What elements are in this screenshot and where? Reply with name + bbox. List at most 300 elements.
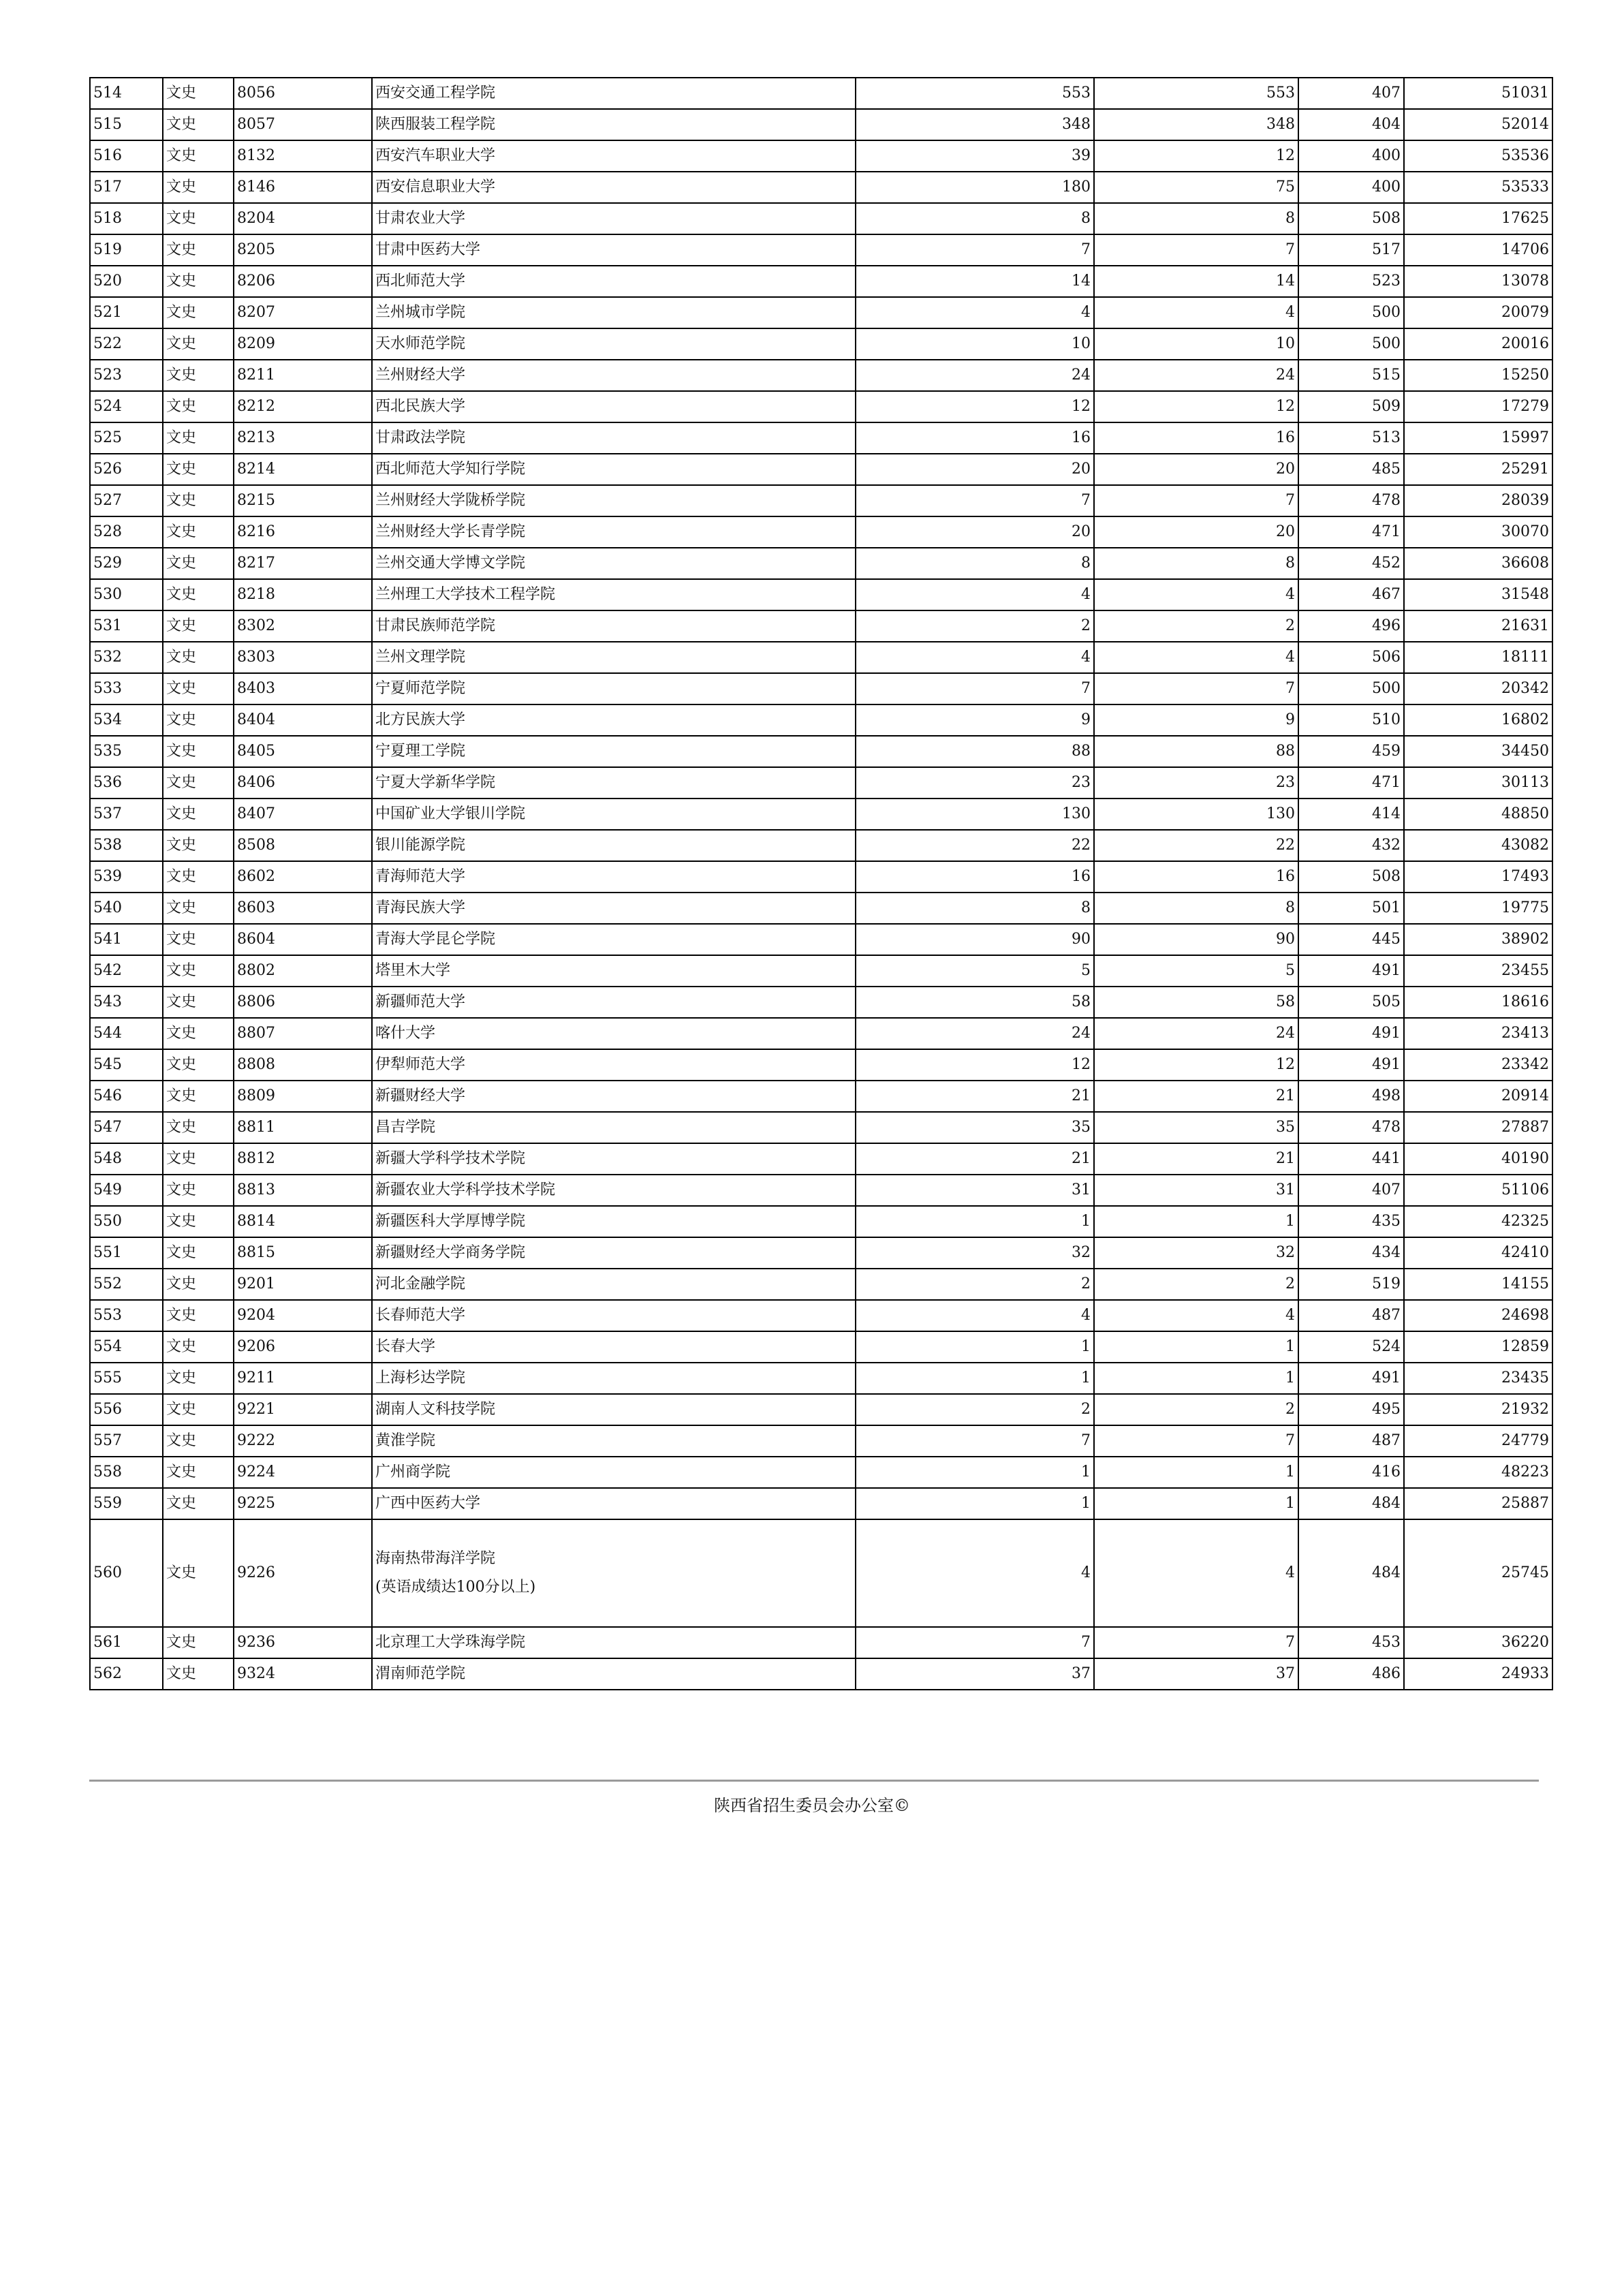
min-score-cell: 467	[1298, 579, 1404, 610]
table-row	[90, 516, 1552, 548]
admitted-count-cell: 1	[1094, 1457, 1298, 1488]
subject-category-cell: 文史	[163, 422, 234, 454]
subject-category-cell: 文史	[163, 360, 234, 391]
row-number-cell: 562	[90, 1658, 163, 1690]
row-number-cell: 514	[90, 78, 163, 109]
subject-category-cell: 文史	[163, 1143, 234, 1175]
min-rank-cell: 31548	[1404, 579, 1552, 610]
school-code-cell: 8807	[234, 1018, 372, 1049]
school-code-cell: 8215	[234, 485, 372, 516]
min-score-cell: 478	[1298, 1112, 1404, 1143]
plan-count-cell: 7	[856, 1627, 1094, 1658]
subject-category-cell: 文史	[163, 704, 234, 736]
plan-count-cell: 20	[856, 454, 1094, 485]
row-number-cell: 543	[90, 987, 163, 1018]
school-code-cell: 8603	[234, 893, 372, 924]
admitted-count-cell: 8	[1094, 203, 1298, 234]
school-name-cell: 新疆财经大学	[372, 1081, 856, 1112]
table-row	[90, 78, 1552, 109]
admitted-count-cell: 35	[1094, 1112, 1298, 1143]
admitted-count-cell: 7	[1094, 673, 1298, 704]
school-code-cell: 9204	[234, 1300, 372, 1331]
table-row	[90, 1519, 1552, 1627]
school-name-cell: 黄淮学院	[372, 1425, 856, 1457]
min-score-cell: 513	[1298, 422, 1404, 454]
subject-category-cell: 文史	[163, 266, 234, 297]
table-row	[90, 955, 1552, 987]
row-number-cell: 556	[90, 1394, 163, 1425]
row-number-cell: 558	[90, 1457, 163, 1488]
table-row	[90, 1112, 1552, 1143]
table-row	[90, 1363, 1552, 1394]
plan-count-cell: 23	[856, 767, 1094, 799]
school-code-cell: 8146	[234, 172, 372, 203]
subject-category-cell: 文史	[163, 1488, 234, 1519]
admitted-count-cell: 4	[1094, 579, 1298, 610]
table-row	[90, 861, 1552, 893]
school-code-cell: 8218	[234, 579, 372, 610]
row-number-cell: 537	[90, 799, 163, 830]
subject-category-cell: 文史	[163, 1175, 234, 1206]
plan-count-cell: 130	[856, 799, 1094, 830]
footer-copyright: 陕西省招生委员会办公室©	[714, 1796, 910, 1815]
min-score-cell: 508	[1298, 861, 1404, 893]
min-rank-cell: 18111	[1404, 642, 1552, 673]
plan-count-cell: 7	[856, 673, 1094, 704]
school-code-cell: 8404	[234, 704, 372, 736]
school-code-cell: 8206	[234, 266, 372, 297]
admitted-count-cell: 24	[1094, 360, 1298, 391]
row-number-cell: 557	[90, 1425, 163, 1457]
table-row	[90, 893, 1552, 924]
subject-category-cell: 文史	[163, 297, 234, 328]
admitted-count-cell: 553	[1094, 78, 1298, 109]
min-score-cell: 404	[1298, 109, 1404, 140]
min-rank-cell: 18616	[1404, 987, 1552, 1018]
admitted-count-cell: 20	[1094, 454, 1298, 485]
school-code-cell: 9236	[234, 1627, 372, 1658]
admitted-count-cell: 75	[1094, 172, 1298, 203]
subject-category-cell: 文史	[163, 767, 234, 799]
min-score-cell: 495	[1298, 1394, 1404, 1425]
school-name-cell: 兰州城市学院	[372, 297, 856, 328]
row-number-cell: 521	[90, 297, 163, 328]
school-name-cell: 长春师范大学	[372, 1300, 856, 1331]
min-rank-cell: 17279	[1404, 391, 1552, 422]
min-score-cell: 453	[1298, 1627, 1404, 1658]
plan-count-cell: 16	[856, 422, 1094, 454]
school-name-cell: 广州商学院	[372, 1457, 856, 1488]
min-rank-cell: 25291	[1404, 454, 1552, 485]
min-rank-cell: 53533	[1404, 172, 1552, 203]
school-code-cell: 8604	[234, 924, 372, 955]
plan-count-cell: 4	[856, 297, 1094, 328]
row-number-cell: 540	[90, 893, 163, 924]
school-name-cell: 兰州交通大学博文学院	[372, 548, 856, 579]
table-row	[90, 391, 1552, 422]
row-number-cell: 534	[90, 704, 163, 736]
min-rank-cell: 24698	[1404, 1300, 1552, 1331]
school-code-cell: 9221	[234, 1394, 372, 1425]
row-number-cell: 515	[90, 109, 163, 140]
school-name-cell: 渭南师范学院	[372, 1658, 856, 1690]
school-name-cell: 青海师范大学	[372, 861, 856, 893]
subject-category-cell: 文史	[163, 1331, 234, 1363]
school-name-cell: 陕西服装工程学院	[372, 109, 856, 140]
school-name-cell: 长春大学	[372, 1331, 856, 1363]
table-row	[90, 328, 1552, 360]
row-number-cell: 552	[90, 1269, 163, 1300]
school-name-cell: 兰州文理学院	[372, 642, 856, 673]
school-name-cell: 喀什大学	[372, 1018, 856, 1049]
school-code-cell: 8214	[234, 454, 372, 485]
min-rank-cell: 17493	[1404, 861, 1552, 893]
min-rank-cell: 43082	[1404, 830, 1552, 861]
row-number-cell: 517	[90, 172, 163, 203]
subject-category-cell: 文史	[163, 454, 234, 485]
row-number-cell: 530	[90, 579, 163, 610]
school-code-cell: 9226	[234, 1519, 372, 1627]
table-row	[90, 987, 1552, 1018]
school-code-cell: 8302	[234, 610, 372, 642]
school-code-cell: 8303	[234, 642, 372, 673]
subject-category-cell: 文史	[163, 548, 234, 579]
table-row	[90, 1081, 1552, 1112]
min-score-cell: 487	[1298, 1425, 1404, 1457]
admitted-count-cell: 4	[1094, 642, 1298, 673]
min-rank-cell: 28039	[1404, 485, 1552, 516]
min-score-cell: 523	[1298, 266, 1404, 297]
min-rank-cell: 27887	[1404, 1112, 1552, 1143]
school-name-cell	[372, 1519, 856, 1627]
school-name-cell: 西北民族大学	[372, 391, 856, 422]
subject-category-cell: 文史	[163, 109, 234, 140]
school-code-cell: 8815	[234, 1237, 372, 1269]
table-row	[90, 1300, 1552, 1331]
table-row	[90, 1269, 1552, 1300]
row-number-cell: 525	[90, 422, 163, 454]
min-score-cell: 435	[1298, 1206, 1404, 1237]
school-name-cell: 新疆师范大学	[372, 987, 856, 1018]
plan-count-cell: 12	[856, 391, 1094, 422]
subject-category-cell: 文史	[163, 893, 234, 924]
admitted-count-cell: 4	[1094, 1519, 1298, 1627]
row-number-cell: 554	[90, 1331, 163, 1363]
subject-category-cell: 文史	[163, 579, 234, 610]
min-score-cell: 471	[1298, 516, 1404, 548]
subject-category-cell: 文史	[163, 78, 234, 109]
school-name-cell: 上海杉达学院	[372, 1363, 856, 1394]
school-code-cell: 8406	[234, 767, 372, 799]
plan-count-cell: 2	[856, 1269, 1094, 1300]
plan-count-cell: 16	[856, 861, 1094, 893]
subject-category-cell: 文史	[163, 1394, 234, 1425]
row-number-cell: 523	[90, 360, 163, 391]
row-number-cell: 516	[90, 140, 163, 172]
min-score-cell: 501	[1298, 893, 1404, 924]
plan-count-cell: 553	[856, 78, 1094, 109]
admission-table	[89, 77, 1553, 1690]
row-number-cell: 526	[90, 454, 163, 485]
subject-category-cell: 文史	[163, 172, 234, 203]
row-number-cell: 546	[90, 1081, 163, 1112]
min-rank-cell: 20016	[1404, 328, 1552, 360]
school-code-cell: 8813	[234, 1175, 372, 1206]
admitted-count-cell: 9	[1094, 704, 1298, 736]
admitted-count-cell: 7	[1094, 485, 1298, 516]
admitted-count-cell: 2	[1094, 1394, 1298, 1425]
admitted-count-cell: 2	[1094, 1269, 1298, 1300]
table-row	[90, 360, 1552, 391]
school-name-cell: 湖南人文科技学院	[372, 1394, 856, 1425]
school-code-cell: 8602	[234, 861, 372, 893]
admitted-count-cell: 16	[1094, 861, 1298, 893]
subject-category-cell: 文史	[163, 140, 234, 172]
table-row	[90, 704, 1552, 736]
min-rank-cell: 23342	[1404, 1049, 1552, 1081]
school-code-cell: 9222	[234, 1425, 372, 1457]
admitted-count-cell: 8	[1094, 548, 1298, 579]
subject-category-cell: 文史	[163, 1081, 234, 1112]
plan-count-cell: 8	[856, 203, 1094, 234]
row-number-cell: 545	[90, 1049, 163, 1081]
school-code-cell: 8802	[234, 955, 372, 987]
min-score-cell: 505	[1298, 987, 1404, 1018]
plan-count-cell: 24	[856, 1018, 1094, 1049]
subject-category-cell: 文史	[163, 1519, 234, 1627]
row-number-cell: 539	[90, 861, 163, 893]
min-rank-cell: 13078	[1404, 266, 1552, 297]
table-row	[90, 673, 1552, 704]
subject-category-cell: 文史	[163, 987, 234, 1018]
table-row	[90, 1018, 1552, 1049]
table-row	[90, 422, 1552, 454]
admission-table-container	[89, 77, 1552, 1690]
table-row	[90, 485, 1552, 516]
plan-count-cell: 31	[856, 1175, 1094, 1206]
school-name-cell: 北方民族大学	[372, 704, 856, 736]
table-row	[90, 297, 1552, 328]
min-score-cell: 486	[1298, 1658, 1404, 1690]
plan-count-cell: 88	[856, 736, 1094, 767]
table-row	[90, 234, 1552, 266]
admitted-count-cell: 21	[1094, 1143, 1298, 1175]
school-name-cell: 西北师范大学知行学院	[372, 454, 856, 485]
subject-category-cell: 文史	[163, 830, 234, 861]
admitted-count-cell: 10	[1094, 328, 1298, 360]
school-name-cell: 北京理工大学珠海学院	[372, 1627, 856, 1658]
subject-category-cell: 文史	[163, 1300, 234, 1331]
admitted-count-cell: 7	[1094, 1627, 1298, 1658]
table-row	[90, 642, 1552, 673]
school-name-cell: 西安信息职业大学	[372, 172, 856, 203]
school-name-cell: 兰州理工大学技术工程学院	[372, 579, 856, 610]
plan-count-cell: 1	[856, 1457, 1094, 1488]
row-number-cell: 536	[90, 767, 163, 799]
min-rank-cell: 21631	[1404, 610, 1552, 642]
school-code-cell: 9225	[234, 1488, 372, 1519]
plan-count-cell: 7	[856, 485, 1094, 516]
admitted-count-cell: 348	[1094, 109, 1298, 140]
min-rank-cell: 34450	[1404, 736, 1552, 767]
school-code-cell: 8204	[234, 203, 372, 234]
row-number-cell: 531	[90, 610, 163, 642]
min-score-cell: 416	[1298, 1457, 1404, 1488]
plan-count-cell: 14	[856, 266, 1094, 297]
school-name-cell: 甘肃政法学院	[372, 422, 856, 454]
min-score-cell: 509	[1298, 391, 1404, 422]
subject-category-cell: 文史	[163, 328, 234, 360]
subject-category-cell: 文史	[163, 1627, 234, 1658]
plan-count-cell: 180	[856, 172, 1094, 203]
subject-category-cell: 文史	[163, 234, 234, 266]
school-code-cell: 8403	[234, 673, 372, 704]
min-rank-cell: 36608	[1404, 548, 1552, 579]
school-name-cell: 天水师范学院	[372, 328, 856, 360]
subject-category-cell: 文史	[163, 1425, 234, 1457]
row-number-cell: 535	[90, 736, 163, 767]
min-rank-cell: 24779	[1404, 1425, 1552, 1457]
table-row	[90, 548, 1552, 579]
admitted-count-cell: 58	[1094, 987, 1298, 1018]
min-score-cell: 510	[1298, 704, 1404, 736]
table-row	[90, 767, 1552, 799]
plan-count-cell: 20	[856, 516, 1094, 548]
min-rank-cell: 23435	[1404, 1363, 1552, 1394]
min-score-cell: 491	[1298, 1363, 1404, 1394]
school-name-cell: 新疆农业大学科学技术学院	[372, 1175, 856, 1206]
table-row	[90, 799, 1552, 830]
school-code-cell: 8809	[234, 1081, 372, 1112]
subject-category-cell: 文史	[163, 1237, 234, 1269]
plan-count-cell: 24	[856, 360, 1094, 391]
min-rank-cell: 53536	[1404, 140, 1552, 172]
min-score-cell: 445	[1298, 924, 1404, 955]
admitted-count-cell: 31	[1094, 1175, 1298, 1206]
table-row	[90, 1049, 1552, 1081]
min-score-cell: 452	[1298, 548, 1404, 579]
school-name-cell: 甘肃农业大学	[372, 203, 856, 234]
subject-category-cell: 文史	[163, 924, 234, 955]
min-score-cell: 500	[1298, 673, 1404, 704]
subject-category-cell: 文史	[163, 1049, 234, 1081]
subject-category-cell: 文史	[163, 1269, 234, 1300]
row-number-cell: 533	[90, 673, 163, 704]
min-score-cell: 485	[1298, 454, 1404, 485]
row-number-cell: 529	[90, 548, 163, 579]
admitted-count-cell: 20	[1094, 516, 1298, 548]
school-code-cell: 9206	[234, 1331, 372, 1363]
plan-count-cell: 7	[856, 234, 1094, 266]
min-rank-cell: 36220	[1404, 1627, 1552, 1658]
min-score-cell: 441	[1298, 1143, 1404, 1175]
admitted-count-cell: 1	[1094, 1363, 1298, 1394]
table-row	[90, 1237, 1552, 1269]
table-row	[90, 203, 1552, 234]
table-row	[90, 1394, 1552, 1425]
school-name-cell: 西北师范大学	[372, 266, 856, 297]
row-number-cell: 559	[90, 1488, 163, 1519]
min-rank-cell: 48850	[1404, 799, 1552, 830]
school-name-cell: 伊犁师范大学	[372, 1049, 856, 1081]
school-name-cell: 兰州财经大学陇桥学院	[372, 485, 856, 516]
admitted-count-cell: 22	[1094, 830, 1298, 861]
admitted-count-cell: 12	[1094, 140, 1298, 172]
table-row	[90, 140, 1552, 172]
min-score-cell: 471	[1298, 767, 1404, 799]
row-number-cell: 527	[90, 485, 163, 516]
plan-count-cell: 4	[856, 1300, 1094, 1331]
subject-category-cell: 文史	[163, 1018, 234, 1049]
min-score-cell: 500	[1298, 297, 1404, 328]
row-number-cell: 553	[90, 1300, 163, 1331]
row-number-cell: 561	[90, 1627, 163, 1658]
admitted-count-cell: 88	[1094, 736, 1298, 767]
min-rank-cell: 42325	[1404, 1206, 1552, 1237]
school-code-cell: 8213	[234, 422, 372, 454]
school-code-cell: 8207	[234, 297, 372, 328]
min-score-cell: 496	[1298, 610, 1404, 642]
table-row	[90, 1143, 1552, 1175]
admitted-count-cell: 14	[1094, 266, 1298, 297]
subject-category-cell: 文史	[163, 955, 234, 987]
subject-category-cell: 文史	[163, 1363, 234, 1394]
school-name-cell: 银川能源学院	[372, 830, 856, 861]
table-row	[90, 579, 1552, 610]
admitted-count-cell: 4	[1094, 297, 1298, 328]
min-score-cell: 491	[1298, 1018, 1404, 1049]
min-score-cell: 484	[1298, 1519, 1404, 1627]
school-code-cell: 8132	[234, 140, 372, 172]
min-rank-cell: 51031	[1404, 78, 1552, 109]
min-rank-cell: 23413	[1404, 1018, 1552, 1049]
school-name-cell: 西安交通工程学院	[372, 78, 856, 109]
subject-category-cell: 文史	[163, 642, 234, 673]
admitted-count-cell: 130	[1094, 799, 1298, 830]
min-rank-cell: 15250	[1404, 360, 1552, 391]
min-rank-cell: 25887	[1404, 1488, 1552, 1519]
table-row	[90, 1175, 1552, 1206]
plan-count-cell: 1	[856, 1363, 1094, 1394]
plan-count-cell: 9	[856, 704, 1094, 736]
admitted-count-cell: 21	[1094, 1081, 1298, 1112]
admitted-count-cell: 1	[1094, 1331, 1298, 1363]
table-row	[90, 1627, 1552, 1658]
table-row	[90, 266, 1552, 297]
admitted-count-cell: 8	[1094, 893, 1298, 924]
min-rank-cell: 15997	[1404, 422, 1552, 454]
school-code-cell: 9224	[234, 1457, 372, 1488]
plan-count-cell: 21	[856, 1143, 1094, 1175]
min-score-cell: 484	[1298, 1488, 1404, 1519]
admitted-count-cell: 5	[1094, 955, 1298, 987]
school-name-cell: 兰州财经大学长青学院	[372, 516, 856, 548]
row-number-cell: 518	[90, 203, 163, 234]
school-code-cell: 8806	[234, 987, 372, 1018]
school-name-cell: 新疆财经大学商务学院	[372, 1237, 856, 1269]
min-score-cell: 407	[1298, 78, 1404, 109]
subject-category-cell: 文史	[163, 516, 234, 548]
school-name-cell: 西安汽车职业大学	[372, 140, 856, 172]
plan-count-cell: 2	[856, 1394, 1094, 1425]
school-code-cell: 8057	[234, 109, 372, 140]
table-row	[90, 1425, 1552, 1457]
plan-count-cell: 4	[856, 579, 1094, 610]
min-rank-cell: 24933	[1404, 1658, 1552, 1690]
admitted-count-cell: 16	[1094, 422, 1298, 454]
school-name-cell: 宁夏师范学院	[372, 673, 856, 704]
row-number-cell: 555	[90, 1363, 163, 1394]
